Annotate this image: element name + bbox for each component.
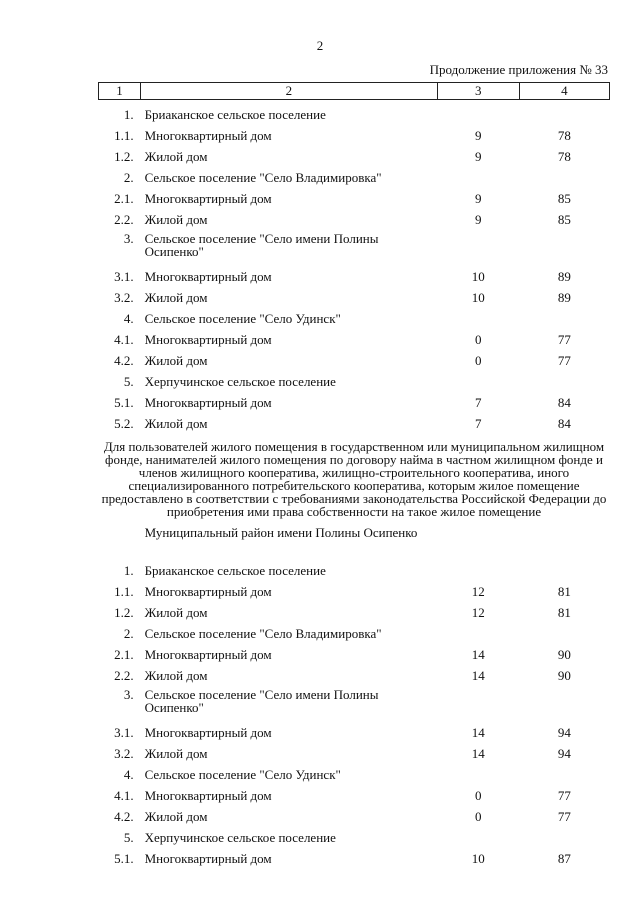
row-value-col4: 85 xyxy=(557,191,571,206)
row-value-col4: 84 xyxy=(557,416,571,431)
row-value-col3: 14 xyxy=(471,725,485,740)
row-name: Многоквартирный дом xyxy=(144,332,272,347)
table-row xyxy=(99,413,610,434)
row-value-col3 xyxy=(437,827,519,848)
row-name: Жилой дом xyxy=(144,353,208,368)
row-value-col3 xyxy=(437,560,519,581)
table-row xyxy=(99,287,610,308)
row-number: 3.2. xyxy=(114,290,134,305)
table-row xyxy=(99,266,610,287)
table-row xyxy=(99,764,610,785)
row-value-col4: 84 xyxy=(557,395,571,410)
table-row xyxy=(99,167,610,188)
table-row xyxy=(99,581,610,602)
row-value-col4 xyxy=(519,308,609,329)
row-number: 4.1. xyxy=(114,788,134,803)
row-value-col4: 81 xyxy=(557,605,571,620)
row-number: 2. xyxy=(123,170,134,185)
row-value-col4: 81 xyxy=(557,584,571,599)
row-name: Жилой дом xyxy=(144,149,208,164)
row-number: 1. xyxy=(123,107,134,122)
header-row xyxy=(99,83,610,100)
table-row xyxy=(99,623,610,644)
row-number: 3.2. xyxy=(114,746,134,761)
row-value-col3 xyxy=(437,371,519,392)
row-name: Многоквартирный дом xyxy=(144,725,272,740)
row-number: 2. xyxy=(123,626,134,641)
row-value-col4 xyxy=(519,230,609,266)
note-text: Для пользователей жилого помещения в государственном или муниципальном жилищном фонде, нанимателей жилого помещения по договору найма в частном жилищном фонде и членов жилищного кооператива, жилищно-строительного кооператива, иного специализированного потребительского кооператива, которым жилое помещение предоставлено в соответствии с требованиями законодательства Российской Федерации до приобретения ими права собственности на такое жилое помещение xyxy=(101,439,607,519)
row-name: Многоквартирный дом xyxy=(144,851,272,866)
page-number: 2 xyxy=(316,38,324,53)
row-value-col3: 14 xyxy=(471,746,485,761)
row-name: Многоквартирный дом xyxy=(144,395,272,410)
row-name: Жилой дом xyxy=(144,746,208,761)
row-number: 3.1. xyxy=(114,269,134,284)
table-row xyxy=(99,308,610,329)
row-number: 2.2. xyxy=(114,212,134,227)
header-cell: 2 xyxy=(141,83,438,100)
row-name: Сельское поселение "Село Удинск" xyxy=(144,767,341,782)
row-number: 4.1. xyxy=(114,332,134,347)
row-name: Многоквартирный дом xyxy=(144,191,272,206)
row-value-col4: 89 xyxy=(557,269,571,284)
row-name: Бриаканское сельское поселение xyxy=(144,563,326,578)
row-number: 3.1. xyxy=(114,725,134,740)
table-row xyxy=(99,560,610,581)
row-value-col4 xyxy=(519,560,609,581)
table-row xyxy=(99,350,610,371)
row-name: Херпучинское сельское поселение xyxy=(144,374,336,389)
row-name: Сельское поселение "Село имени Полины Осипенко" xyxy=(144,231,379,259)
row-value-col3: 9 xyxy=(474,191,482,206)
row-number: 5.2. xyxy=(114,416,134,431)
row-value-col3: 7 xyxy=(474,416,482,431)
table-row xyxy=(99,848,610,869)
table-row xyxy=(99,602,610,623)
table-row xyxy=(99,104,610,125)
row-value-col4 xyxy=(519,623,609,644)
row-value-col3 xyxy=(437,308,519,329)
table-row xyxy=(99,686,610,722)
row-name: Жилой дом xyxy=(144,605,208,620)
row-value-col3: 9 xyxy=(474,212,482,227)
row-value-col4: 94 xyxy=(557,746,571,761)
row-name: Жилой дом xyxy=(144,416,208,431)
row-value-col3 xyxy=(437,104,519,125)
row-name: Херпучинское сельское поселение xyxy=(144,830,336,845)
row-number: 5.1. xyxy=(114,851,134,866)
row-value-col4: 87 xyxy=(557,851,571,866)
row-number: 4. xyxy=(123,767,134,782)
row-value-col4 xyxy=(519,167,609,188)
row-number: 2.1. xyxy=(114,647,134,662)
row-value-col4: 94 xyxy=(557,725,571,740)
row-value-col3 xyxy=(437,230,519,266)
row-value-col4: 89 xyxy=(557,290,571,305)
row-value-col4: 90 xyxy=(557,668,571,683)
header-cell: 1 xyxy=(99,83,141,100)
row-value-col3: 12 xyxy=(471,605,485,620)
row-name: Многоквартирный дом xyxy=(144,269,272,284)
row-value-col4: 78 xyxy=(557,128,571,143)
header-cell: 3 xyxy=(437,83,519,100)
table-row xyxy=(99,209,610,230)
row-number: 3. xyxy=(123,231,134,246)
row-value-col3 xyxy=(437,623,519,644)
table-row xyxy=(99,827,610,848)
row-value-col3 xyxy=(437,167,519,188)
table-row xyxy=(99,806,610,827)
row-name: Жилой дом xyxy=(144,212,208,227)
row-value-col3: 0 xyxy=(474,332,482,347)
table-row xyxy=(99,371,610,392)
table-row xyxy=(99,188,610,209)
row-value-col4 xyxy=(519,371,609,392)
row-number: 4. xyxy=(123,311,134,326)
row-value-col4: 85 xyxy=(557,212,571,227)
row-number xyxy=(99,524,141,560)
row-value-col3: 0 xyxy=(474,788,482,803)
table-row xyxy=(99,146,610,167)
table-row xyxy=(99,392,610,413)
row-value-col3: 9 xyxy=(474,149,482,164)
row-value-col4 xyxy=(519,104,609,125)
table-row xyxy=(99,665,610,686)
row-name: Жилой дом xyxy=(144,668,208,683)
row-value-col3: 12 xyxy=(471,584,485,599)
row-name: Жилой дом xyxy=(144,809,208,824)
row-value-col3: 10 xyxy=(471,269,485,284)
row-number: 1.1. xyxy=(114,584,134,599)
row-value-col3 xyxy=(437,686,519,722)
row-number: 1.1. xyxy=(114,128,134,143)
row-number: 2.1. xyxy=(114,191,134,206)
district-title: Муниципальный район имени Полины Осипенко xyxy=(144,525,418,540)
row-number: 3. xyxy=(123,687,134,702)
row-value-col3: 14 xyxy=(471,668,485,683)
row-value-col3: 10 xyxy=(471,290,485,305)
row-value-col3: 0 xyxy=(474,353,482,368)
row-value-col4 xyxy=(519,827,609,848)
table-row xyxy=(99,644,610,665)
row-value-col4 xyxy=(519,686,609,722)
table-row xyxy=(99,329,610,350)
row-value-col3: 0 xyxy=(474,809,482,824)
row-name: Многоквартирный дом xyxy=(144,788,272,803)
table-row xyxy=(99,743,610,764)
row-value-col3: 9 xyxy=(474,128,482,143)
table-row xyxy=(99,785,610,806)
row-number: 5. xyxy=(123,374,134,389)
row-number: 4.2. xyxy=(114,809,134,824)
row-name: Жилой дом xyxy=(144,290,208,305)
row-name: Многоквартирный дом xyxy=(144,584,272,599)
row-name: Сельское поселение "Село имени Полины Осипенко" xyxy=(144,687,379,715)
row-number: 4.2. xyxy=(114,353,134,368)
row-name: Бриаканское сельское поселение xyxy=(144,107,326,122)
row-value-col4: 77 xyxy=(557,332,571,347)
row-number: 5.1. xyxy=(114,395,134,410)
row-value-col3 xyxy=(437,764,519,785)
note-row xyxy=(99,434,610,524)
row-value-col3: 14 xyxy=(471,647,485,662)
row-name: Сельское поселение "Село Владимировка" xyxy=(144,626,382,641)
table-row xyxy=(99,722,610,743)
district-row xyxy=(99,524,610,560)
table-row xyxy=(99,230,610,266)
row-number: 1.2. xyxy=(114,605,134,620)
row-name: Многоквартирный дом xyxy=(144,128,272,143)
row-number: 1.2. xyxy=(114,149,134,164)
row-name: Многоквартирный дом xyxy=(144,647,272,662)
row-name: Сельское поселение "Село Удинск" xyxy=(144,311,341,326)
row-number: 2.2. xyxy=(114,668,134,683)
row-value-col4: 78 xyxy=(557,149,571,164)
row-value-col4: 77 xyxy=(557,809,571,824)
row-value-col3: 7 xyxy=(474,395,482,410)
continuation-label: Продолжение приложения № 33 xyxy=(429,62,608,77)
row-number: 5. xyxy=(123,830,134,845)
table-row xyxy=(99,125,610,146)
header-cell: 4 xyxy=(519,83,609,100)
row-number: 1. xyxy=(123,563,134,578)
row-value-col4 xyxy=(519,764,609,785)
row-value-col4: 77 xyxy=(557,353,571,368)
row-value-col3: 10 xyxy=(471,851,485,866)
tariff-table xyxy=(98,82,610,869)
row-name: Сельское поселение "Село Владимировка" xyxy=(144,170,382,185)
row-value-col4: 77 xyxy=(557,788,571,803)
row-value-col4: 90 xyxy=(557,647,571,662)
